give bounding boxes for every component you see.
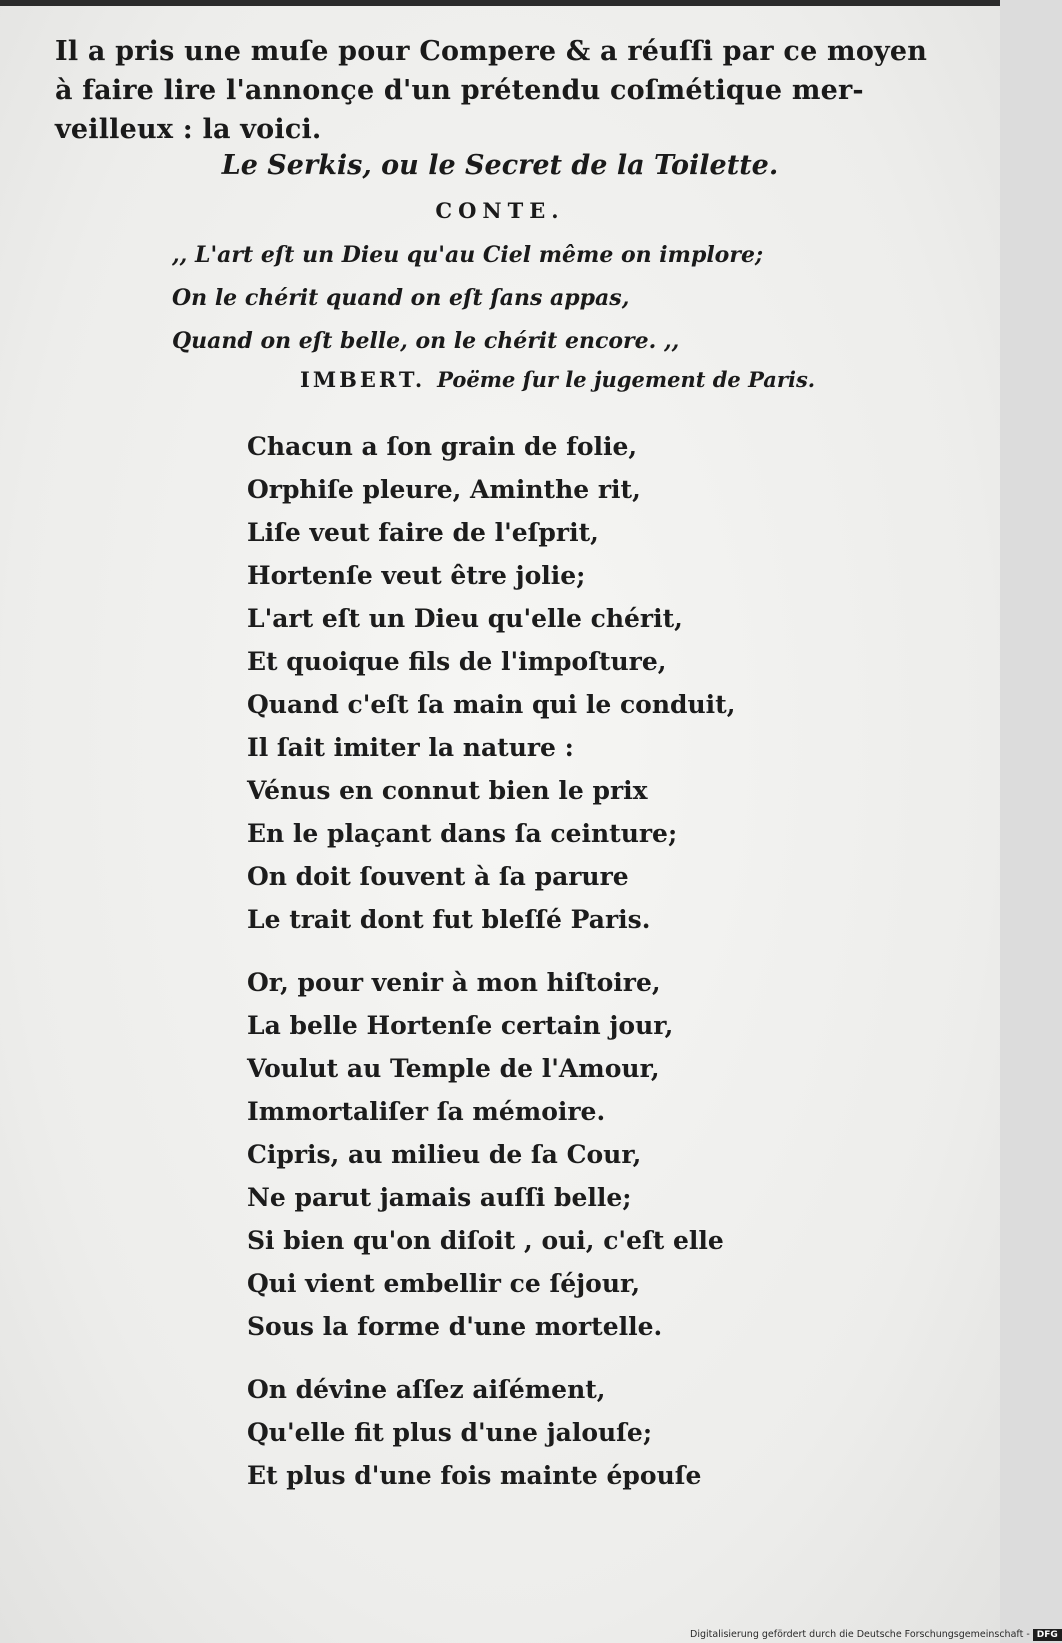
verse-line: Immortaliſer ſa mémoire. xyxy=(247,1097,606,1126)
verse-line: Hortenſe veut être jolie; xyxy=(247,561,586,590)
epigraph-line: Quand on eſt belle, on le chérit encore. ,, xyxy=(172,328,680,354)
verse-line: Quand c'eſt ſa main qui le conduit, xyxy=(247,690,736,719)
verse-line: Voulut au Temple de l'Amour, xyxy=(247,1054,660,1083)
intro-line: à faire lire l'annonçe d'un prétendu coſmétique mer- xyxy=(55,75,864,106)
verse-line: Qu'elle fit plus d'une jalouſe; xyxy=(247,1418,653,1447)
verse-line: Or, pour venir à mon hiſtoire, xyxy=(247,968,661,997)
verse-line: La belle Hortenſe certain jour, xyxy=(247,1011,674,1040)
verse-line: Chacun a ſon grain de folie, xyxy=(247,432,638,461)
attribution-source: Poëme ſur le jugement de Paris. xyxy=(437,367,816,392)
verse-line: L'art eſt un Dieu qu'elle chérit, xyxy=(247,604,683,633)
verse-line: Ne parut jamais auſſi belle; xyxy=(247,1183,632,1212)
verse-line: Orphiſe pleure, Aminthe rit, xyxy=(247,475,641,504)
verse-line: Et plus d'une fois mainte épouſe xyxy=(247,1461,702,1490)
verse-line: Liſe veut faire de l'eſprit, xyxy=(247,518,599,547)
poem-subtitle: CONTE. xyxy=(435,198,565,223)
verse-line: Cipris, au milieu de ſa Cour, xyxy=(247,1140,642,1169)
footer-text: Digitalisierung gefördert durch die Deutsche Forschungsgemeinschaft - xyxy=(690,1629,1030,1640)
verse-line: En le plaçant dans ſa ceinture; xyxy=(247,819,678,848)
verse-line: Qui vient embellir ce ſéjour, xyxy=(247,1269,641,1298)
attribution-author: IMBERT. xyxy=(300,367,426,392)
intro-paragraph xyxy=(55,32,928,149)
verse-line: Il ſait imiter la nature : xyxy=(247,733,574,762)
intro-line: Il a pris une muſe pour Compere & a réuſſi par ce moyen xyxy=(55,36,928,67)
intro-line: veilleux : la voici. xyxy=(55,114,322,145)
epigraph-line: ,, L'art eſt un Dieu qu'au Ciel même on implore; xyxy=(172,242,764,268)
epigraph-attribution xyxy=(300,367,860,392)
verse-line: On dévine aſſez aiſément, xyxy=(247,1375,606,1404)
poem-title: Le Serkis, ou le Secret de la Toilette. xyxy=(221,150,779,181)
verse-line: Sous la forme d'une mortelle. xyxy=(247,1312,663,1341)
epigraph-line: On le chérit quand on eſt ſans appas, xyxy=(172,285,630,311)
verse-line: On doit ſouvent à ſa parure xyxy=(247,862,629,891)
funding-footer xyxy=(690,1627,1058,1643)
verse-line: Vénus en connut bien le prix xyxy=(247,776,648,805)
dfg-logo: DFG xyxy=(1033,1629,1062,1641)
top-border xyxy=(0,0,1000,6)
verse-line: Et quoique fils de l'impoſture, xyxy=(247,647,667,676)
verse-line: Si bien qu'on diſoit , oui, c'eſt elle xyxy=(247,1226,724,1255)
verse-line: Le trait dont fut bleſſé Paris. xyxy=(247,905,651,934)
